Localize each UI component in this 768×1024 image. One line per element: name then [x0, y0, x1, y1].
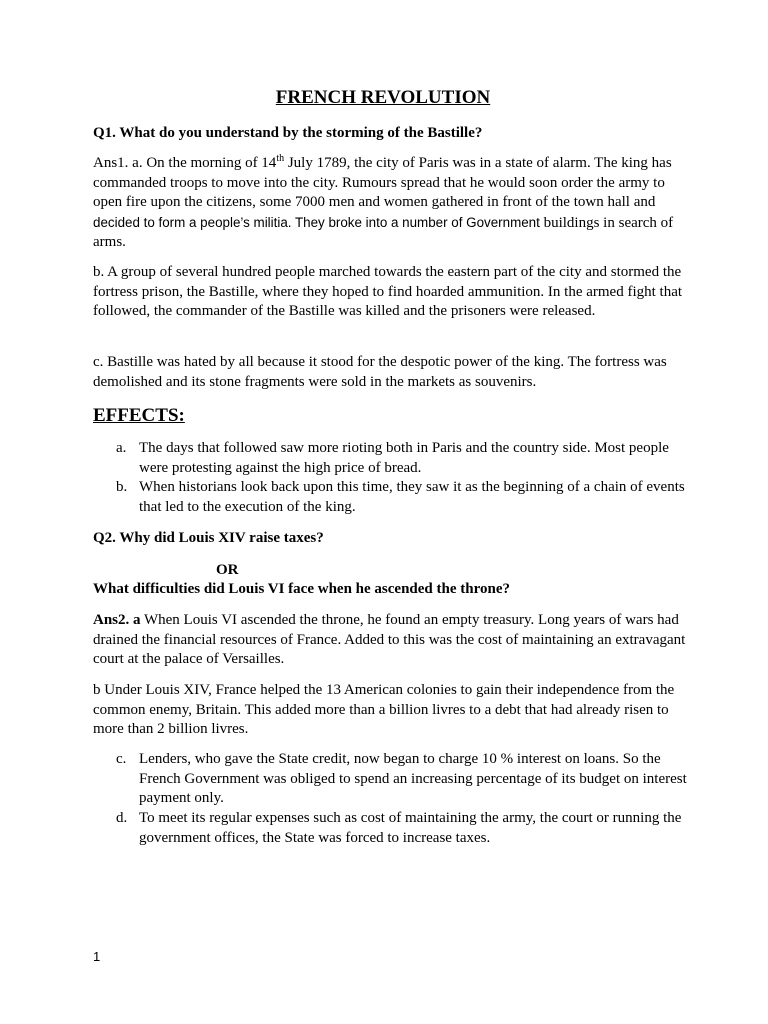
answer-1a [93, 154, 693, 253]
effects-item-a [116, 439, 696, 478]
question-2: Q2. Why did Louis XIV raise taxes? [93, 530, 324, 546]
answer-1c: c. Bastille was hated by all because it stood for the despotic power of the king. The fortress was demolished and its stone fragments were sold in the markets as souvenirs. [93, 354, 667, 390]
list-marker: b. [116, 479, 128, 495]
answer-1a-alt-font-text: decided to form a people’s militia. They broke into a number of Government [93, 214, 540, 230]
list-marker: d. [116, 810, 128, 826]
list-item-text: To meet its regular expenses such as cost of maintaining the army, the court or running the government offices, the State was forced to increase taxes. [139, 810, 682, 846]
answer-1a-text: July 1789, the city of Paris was in a state of alarm. The king has commanded troops to move into the city. Rumours spread that he would soon order the army to open fire upon the citizens, some 7000 men and women gathered in front of the town hall and [93, 155, 672, 210]
question-2-alternative: What difficulties did Louis VI face when he ascended the throne? [93, 581, 510, 597]
page-number: 1 [93, 949, 101, 964]
answer-2a-label: Ans2. a [93, 612, 141, 628]
list-marker: a. [116, 440, 127, 456]
list-marker: c. [116, 751, 127, 767]
page-title: FRENCH REVOLUTION [275, 87, 491, 108]
effects-item-b [116, 478, 696, 517]
list-item-text: Lenders, who gave the State credit, now began to charge 10 % interest on loans. So the French Government was obliged to spend an increasing percentage of its budget on interest payment only. [139, 751, 687, 806]
answer-2-item-d [116, 809, 696, 848]
answer-1b: b. A group of several hundred people marched towards the eastern part of the city and stormed the fortress prison, the Bastille, where they hoped to find hoarded ammunition. In the armed fight that followed, the commander of the Bastille was killed and the prisoners were released. [93, 264, 683, 319]
answer-1a-superscript: th [276, 153, 285, 164]
answer-2-item-c [116, 750, 696, 809]
answer-2a [93, 611, 693, 670]
question-1: Q1. What do you understand by the storming of the Bastille? [93, 125, 483, 141]
answer-2b: b Under Louis XIV, France helped the 13 American colonies to gain their independence from the common enemy, Britain. This added more than a billion livres to a debt that had already risen to more than 2 billion livres. [93, 682, 675, 737]
answer-1a-prefix: Ans1. a. On the morning of 14 [93, 155, 277, 171]
list-item-text: The days that followed saw more rioting both in Paris and the country side. Most people were protesting against the high price of bread. [139, 440, 669, 476]
list-item-text: When historians look back upon this time, they saw it as the beginning of a chain of events that led to the execution of the king. [139, 479, 685, 515]
effects-heading: EFFECTS: [93, 405, 185, 426]
answer-1a-end: buildings in search of arms. [93, 214, 674, 250]
answer-2a-text: When Louis VI ascended the throne, he found an empty treasury. Long years of wars had drained the financial resources of France. Added to this was the cost of maintaining an extravagant court at the palace of Versailles. [93, 612, 686, 667]
or-separator: OR [216, 562, 239, 578]
